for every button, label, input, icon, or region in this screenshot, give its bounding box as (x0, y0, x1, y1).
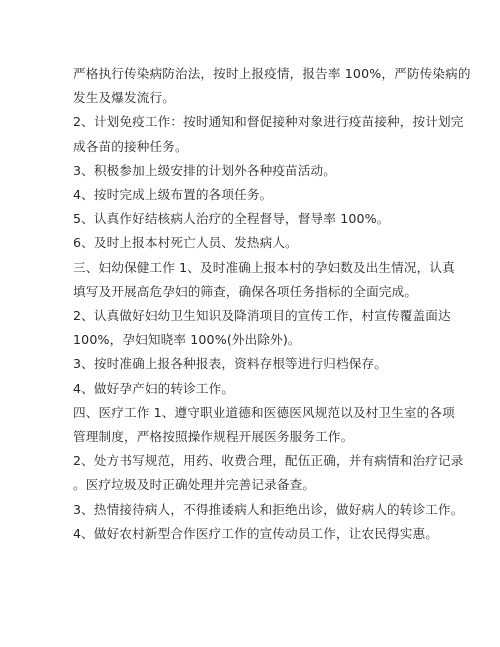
paragraph-medical-work-line-1: 四、医疗工作 1、遵守职业道德和医德医风规范以及村卫生室的各项 (73, 404, 455, 420)
paragraph-medical-work-line-2: 管理制度，严格按照操作规程开展医务服务工作。 (73, 429, 354, 445)
paragraph-patient-reception: 3、热情接待病人，不得推诿病人和拒绝出诊，做好病人的转诊工作。 (73, 501, 464, 517)
document-body (73, 62, 471, 546)
paragraph-immunization-line-2: 成各苗的接种任务。 (73, 138, 188, 154)
paragraph-health-education-line-1: 2、认真做好妇幼卫生知识及降消项目的宣传工作，村宣传覆盖面达 (73, 308, 451, 324)
paragraph-maternal-referral: 4、做好孕产妇的转诊工作。 (73, 380, 235, 396)
paragraph-prescription-line-1: 2、处方书写规范，用药、收费合理，配伍正确，并有病情和治疗记录 (73, 453, 464, 469)
paragraph-infectious-disease-line-2: 发生及爆发流行。 (73, 90, 175, 106)
paragraph-health-education-line-2: 100%，孕妇知晓率 100%(外出除外)。 (73, 332, 301, 348)
paragraph-complete-tasks: 4、按时完成上级布置的各项任务。 (73, 187, 273, 203)
paragraph-maternal-child-health-line-2: 填写及开展高危孕妇的筛查，确保各项任务指标的全面完成。 (73, 283, 418, 299)
paragraph-prescription-line-2: 。医疗垃圾及时正确处理并完善记录备查。 (73, 477, 316, 493)
paragraph-extra-vaccine-activities: 3、积极参加上级安排的计划外各种疫苗活动。 (73, 162, 337, 178)
paragraph-cooperative-medical: 4、做好农村新型合作医疗工作的宣传动员工作，让农民得实惠。 (73, 525, 438, 541)
paragraph-tuberculosis-supervision: 5、认真作好结核病人治疗的全程督导，督导率 100%。 (73, 211, 390, 227)
paragraph-infectious-disease-line-1: 严格执行传染病防治法，按时上报疫情，报告率 100%，严防传染病的 (73, 66, 471, 81)
paragraph-report-deaths-fever: 6、及时上报本村死亡人员、发热病人。 (73, 235, 298, 251)
paragraph-report-archive: 3、按时准确上报各种报表，资料存根等进行归档保存。 (73, 356, 388, 372)
paragraph-maternal-child-health-line-1: 三、妇幼保健工作 1、及时准确上报本村的孕妇数及出生情况，认真 (73, 259, 455, 275)
paragraph-immunization-line-1: 2、计划免疫工作：按时通知和督促接种对象进行疫苗接种，按计划完 (73, 114, 464, 130)
